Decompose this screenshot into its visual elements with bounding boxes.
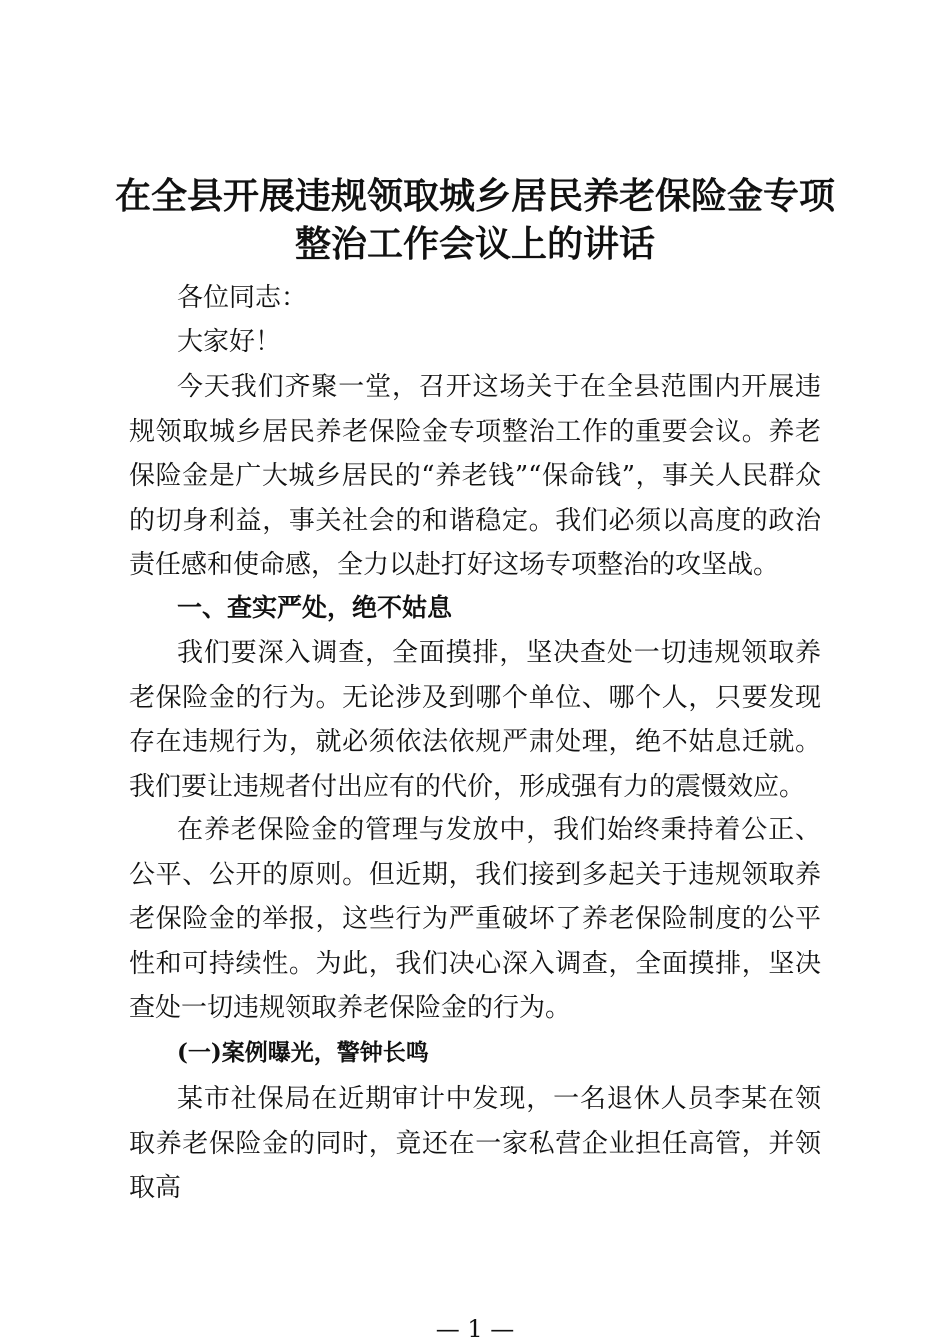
section-heading-1: 一、查实严处，绝不姑息: [177, 593, 453, 622]
paragraph-investigate: 我们要深入调查，全面摸排，坚决查处一切违规领取养老保险金的行为。无论涉及到哪个单位、哪个人，只要发现存在违规行为，就必须依法依规严肃处理，绝不姑息迁就。我们要让违规者付出应有的代价，形成强有力的震慑效应。: [129, 638, 821, 802]
subsection-heading-1: (一)案例曝光，警钟长鸣: [177, 1039, 429, 1066]
document-title-line1: 在全县开展违规领取城乡居民养老保险金专项: [114, 175, 835, 217]
salutation: 各位同志：: [177, 283, 308, 313]
paragraph-principles: 在养老保险金的管理与发放中，我们始终秉持着公正、公平、公开的原则。但近期，我们接到多起关于违规领取养老保险金的举报，这些行为严重破坏了养老保险制度的公平性和可持续性。为此，我们决心深入调查，全面摸排，坚决查处一切违规领取养老保险金的行为。: [129, 815, 821, 1023]
greeting: 大家好！: [177, 327, 282, 357]
document-title-line2: 整治工作会议上的讲话: [294, 223, 655, 265]
paragraph-case: 某市社保局在近期审计中发现，一名退休人员李某在领取养老保险金的同时，竟还在一家私营企业担任高管，并领取高: [129, 1084, 821, 1203]
page-number: — 1 —: [435, 1315, 515, 1343]
paragraph-intro: 今天我们齐聚一堂，召开这场关于在全县范围内开展违规领取城乡居民养老保险金专项整治工作的重要会议。养老保险金是广大城乡居民的“养老钱”“保命钱”，事关人民群众的切身利益，事关社会的和谐稳定。我们必须以高度的政治责任感和使命感，全力以赴打好这场专项整治的攻坚战。: [129, 372, 821, 580]
